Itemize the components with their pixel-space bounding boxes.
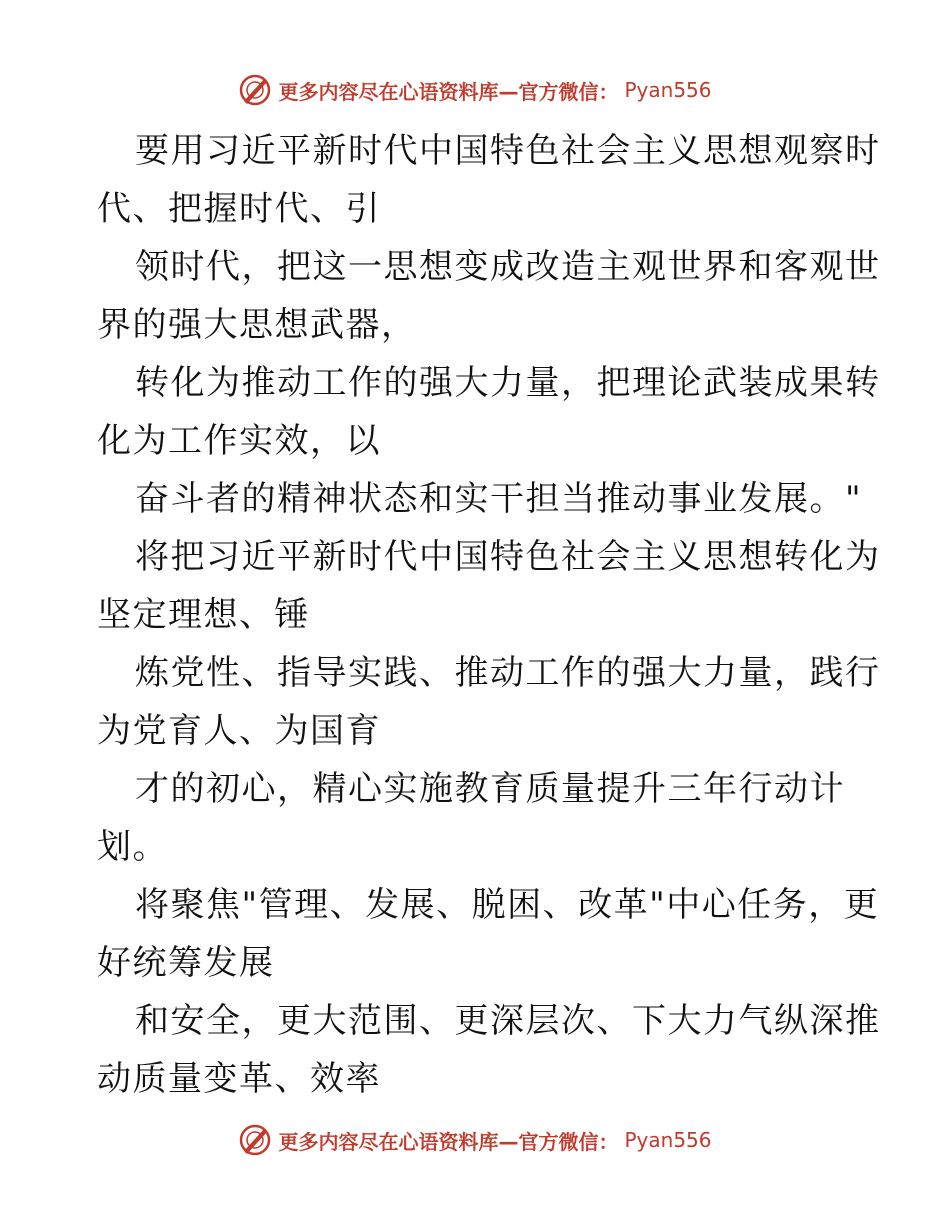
text-line: 化为工作实效，以 [97, 421, 381, 461]
brush-logo-icon [238, 1123, 272, 1157]
text-line: 才的初心，精心实施教育质量提升三年行动计 [135, 769, 845, 809]
watermark-site-text: 更多内容尽在心语资料库—官方微信： [278, 1129, 619, 1154]
text-line: 划。 [97, 827, 168, 867]
watermark-handle: Pyan556 [624, 1128, 712, 1152]
text-line: 坚定理想、锤 [97, 595, 310, 635]
text-line: 界的强大思想武器， [97, 305, 417, 345]
text-line: 将把习近平新时代中国特色社会主义思想转化为 [135, 537, 881, 577]
footer-watermark [0, 1120, 950, 1160]
text-line: 好统筹发展 [97, 943, 275, 983]
watermark-site-text: 更多内容尽在心语资料库—官方微信： [278, 79, 619, 104]
text-line: 领时代，把这一思想变成改造主观世界和客观世 [135, 247, 881, 287]
text-line: 奋斗者的精神状态和实干担当推动事业发展。" [135, 479, 863, 519]
text-line: 代、把握时代、引 [97, 189, 381, 229]
brush-logo-icon [238, 73, 272, 107]
text-line: 动质量变革、效率 [97, 1059, 381, 1099]
text-line: 将聚焦"管理、发展、脱困、改革"中心任务，更 [135, 885, 880, 925]
watermark-handle: Pyan556 [624, 78, 712, 102]
text-line: 转化为推动工作的强大力量，把理论武装成果转 [135, 363, 881, 403]
header-watermark [0, 70, 950, 110]
text-line: 为党育人、为国育 [97, 711, 381, 751]
document-body [97, 122, 881, 1108]
text-line: 炼党性、指导实践、推动工作的强大力量，践行 [135, 653, 881, 693]
text-line: 和安全，更大范围、更深层次、下大力气纵深推 [135, 1001, 881, 1041]
text-line: 要用习近平新时代中国特色社会主义思想观察时 [135, 131, 881, 171]
